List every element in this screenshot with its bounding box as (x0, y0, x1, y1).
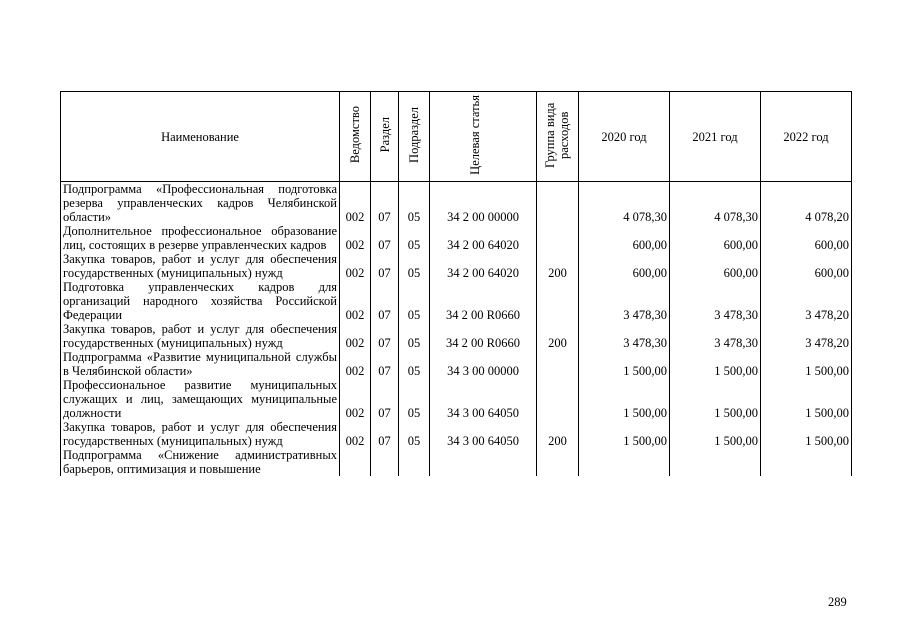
row-name: Дополнительное профессиональное образование лиц, состоящих в резерве управленческих кадров (61, 224, 340, 252)
row-gruppa (537, 350, 579, 378)
row-2021: 600,00 (670, 224, 761, 252)
row-razdel: 07 (371, 224, 399, 252)
table-row-cut (61, 448, 852, 476)
row-2020: 600,00 (579, 224, 670, 252)
row-podrazdel: 05 (399, 378, 430, 420)
row-gruppa (537, 448, 579, 476)
row-name: Профессиональное развитие муниципальных служащих и лиц, замещающих муниципальные должности (61, 378, 340, 420)
row-2022: 1 500,00 (761, 350, 852, 378)
row-gruppa: 200 (537, 420, 579, 448)
header-name: Наименование (61, 92, 340, 182)
row-gruppa (537, 224, 579, 252)
row-2020: 1 500,00 (579, 350, 670, 378)
table-row (61, 280, 852, 322)
row-razdel: 07 (371, 182, 399, 225)
header-razdel: Раздел (371, 92, 399, 182)
table-header-row (61, 92, 852, 182)
row-vedomstvo: 002 (340, 252, 371, 280)
header-celevaya: Целевая статья (430, 92, 537, 182)
row-2022: 4 078,20 (761, 182, 852, 225)
row-2020: 1 500,00 (579, 378, 670, 420)
row-razdel: 07 (371, 378, 399, 420)
row-razdel: 07 (371, 322, 399, 350)
header-2022: 2022 год (761, 92, 852, 182)
row-gruppa (537, 378, 579, 420)
row-2020 (579, 448, 670, 476)
table-row (61, 350, 852, 378)
row-celevaya: 34 2 00 R0660 (430, 280, 537, 322)
row-2022: 3 478,20 (761, 322, 852, 350)
row-podrazdel: 05 (399, 322, 430, 350)
row-2022: 600,00 (761, 224, 852, 252)
row-razdel: 07 (371, 420, 399, 448)
row-podrazdel (399, 448, 430, 476)
row-gruppa: 200 (537, 322, 579, 350)
row-2022: 3 478,20 (761, 280, 852, 322)
row-celevaya: 34 2 00 64020 (430, 252, 537, 280)
row-celevaya: 34 3 00 64050 (430, 420, 537, 448)
header-podrazdel: Подраздел (399, 92, 430, 182)
row-celevaya: 34 2 00 00000 (430, 182, 537, 225)
row-celevaya: 34 2 00 64020 (430, 224, 537, 252)
row-2021: 3 478,30 (670, 280, 761, 322)
row-vedomstvo: 002 (340, 350, 371, 378)
row-name: Подпрограмма «Снижение административных барьеров, оптимизация и повышение (61, 448, 340, 476)
row-vedomstvo (340, 448, 371, 476)
row-2021: 3 478,30 (670, 322, 761, 350)
header-2020: 2020 год (579, 92, 670, 182)
row-celevaya: 34 3 00 64050 (430, 378, 537, 420)
row-gruppa (537, 182, 579, 225)
row-celevaya: 34 2 00 R0660 (430, 322, 537, 350)
row-name: Подготовка управленческих кадров для организаций народного хозяйства Российской Федерации (61, 280, 340, 322)
row-vedomstvo: 002 (340, 378, 371, 420)
row-podrazdel: 05 (399, 280, 430, 322)
row-vedomstvo: 002 (340, 420, 371, 448)
row-celevaya (430, 448, 537, 476)
row-podrazdel: 05 (399, 182, 430, 225)
row-2021: 1 500,00 (670, 378, 761, 420)
row-name: Подпрограмма «Профессиональная подготовка резерва управленческих кадров Челябинской области» (61, 182, 340, 225)
row-2020: 600,00 (579, 252, 670, 280)
row-vedomstvo: 002 (340, 322, 371, 350)
row-razdel: 07 (371, 280, 399, 322)
row-2020: 3 478,30 (579, 322, 670, 350)
row-podrazdel: 05 (399, 224, 430, 252)
table-row (61, 182, 852, 225)
row-vedomstvo: 002 (340, 280, 371, 322)
row-podrazdel: 05 (399, 350, 430, 378)
table-row (61, 420, 852, 448)
row-podrazdel: 05 (399, 420, 430, 448)
table-row (61, 378, 852, 420)
row-name: Закупка товаров, работ и услуг для обеспечения государственных (муниципальных) нужд (61, 252, 340, 280)
row-2022: 1 500,00 (761, 420, 852, 448)
row-name: Закупка товаров, работ и услуг для обеспечения государственных (муниципальных) нужд (61, 420, 340, 448)
row-2021: 1 500,00 (670, 420, 761, 448)
row-2022: 600,00 (761, 252, 852, 280)
row-2022: 1 500,00 (761, 378, 852, 420)
row-vedomstvo: 002 (340, 182, 371, 225)
header-gruppa: Группа вида расходов (537, 92, 579, 182)
row-razdel (371, 448, 399, 476)
header-2021: 2021 год (670, 92, 761, 182)
row-2020: 3 478,30 (579, 280, 670, 322)
row-gruppa: 200 (537, 252, 579, 280)
row-2021: 1 500,00 (670, 350, 761, 378)
table-row (61, 224, 852, 252)
page-number: 289 (828, 595, 847, 609)
row-2021: 600,00 (670, 252, 761, 280)
table-row (61, 322, 852, 350)
row-2020: 4 078,30 (579, 182, 670, 225)
row-vedomstvo: 002 (340, 224, 371, 252)
row-gruppa (537, 280, 579, 322)
budget-table (60, 91, 852, 476)
row-2020: 1 500,00 (579, 420, 670, 448)
row-2021 (670, 448, 761, 476)
header-vedomstvo: Ведомство (340, 92, 371, 182)
row-2021: 4 078,30 (670, 182, 761, 225)
row-celevaya: 34 3 00 00000 (430, 350, 537, 378)
row-2022 (761, 448, 852, 476)
row-razdel: 07 (371, 350, 399, 378)
table-row (61, 252, 852, 280)
row-razdel: 07 (371, 252, 399, 280)
row-name: Подпрограмма «Развитие муниципальной службы в Челябинской области» (61, 350, 340, 378)
row-name: Закупка товаров, работ и услуг для обеспечения государственных (муниципальных) нужд (61, 322, 340, 350)
row-podrazdel: 05 (399, 252, 430, 280)
